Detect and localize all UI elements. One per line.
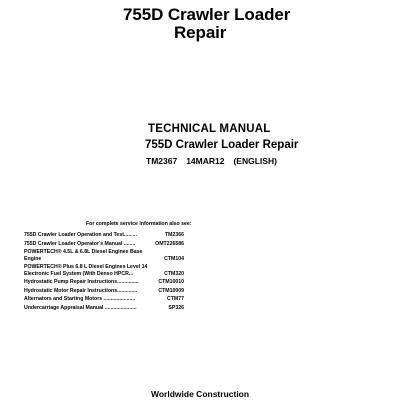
related-manual-item: [24, 296, 184, 303]
related-manual-item: [24, 279, 184, 286]
related-manual-title: POWERTECH® Plus 6.8 L Diesel Engines Level 14 Electronic Fuel System (With Denso HPCR...: [24, 264, 148, 277]
cover-title-line-1: 755D Crawler Loader: [123, 5, 291, 24]
related-manual-code: SP326: [168, 304, 184, 311]
related-manual-code: OMT226586: [155, 240, 184, 247]
manual-language: (ENGLISH): [233, 156, 277, 166]
manual-subtitle: 755D Crawler Loader Repair: [145, 139, 299, 151]
related-manual-title: Undercarriage Appraisal Manual ......................: [24, 304, 137, 311]
manual-type-heading: TECHNICAL MANUAL: [148, 123, 271, 135]
publisher-name: Worldwide Construction: [151, 389, 250, 399]
related-manuals-list: [24, 232, 184, 313]
manual-identifier: [146, 156, 286, 166]
manual-number: TM2367: [146, 156, 178, 166]
related-manual-code: TM2366: [164, 232, 184, 238]
related-manual-item: [24, 232, 184, 239]
related-manual-code: CTM77: [166, 296, 184, 302]
related-manual-title: Hydrostatic Motor Repair Instructions..............: [24, 287, 138, 294]
related-manual-item: [24, 249, 184, 262]
related-manual-title: POWERTECH® 4.5L & 6.8L Diesel Engines Base Engine: [24, 249, 143, 262]
service-info-note: For complete service information also see:: [86, 221, 192, 227]
related-manual-item: [24, 264, 184, 277]
related-manual-title: 755D Crawler Loader Operation and Test.........: [24, 232, 137, 238]
manual-date: 14MAR12: [186, 156, 225, 166]
related-manual-item: [24, 241, 184, 248]
related-manual-title: Hydrostatic Pump Repair Instructions...............: [24, 279, 139, 285]
related-manual-code: CTM10009: [158, 287, 184, 294]
related-manual-code: CTM10010: [158, 279, 184, 285]
related-manual-item: [24, 288, 184, 295]
related-manual-title: Alternators and Starting Motors ......................: [24, 296, 136, 302]
related-manual-code: CTM320: [164, 270, 184, 277]
cover-title-line-2: Repair: [174, 23, 227, 42]
related-manual-item: [24, 305, 184, 312]
related-manual-title: 755D Crawler Loader Operator's Manual ........: [24, 240, 136, 247]
related-manual-code: CTM104: [164, 255, 184, 262]
